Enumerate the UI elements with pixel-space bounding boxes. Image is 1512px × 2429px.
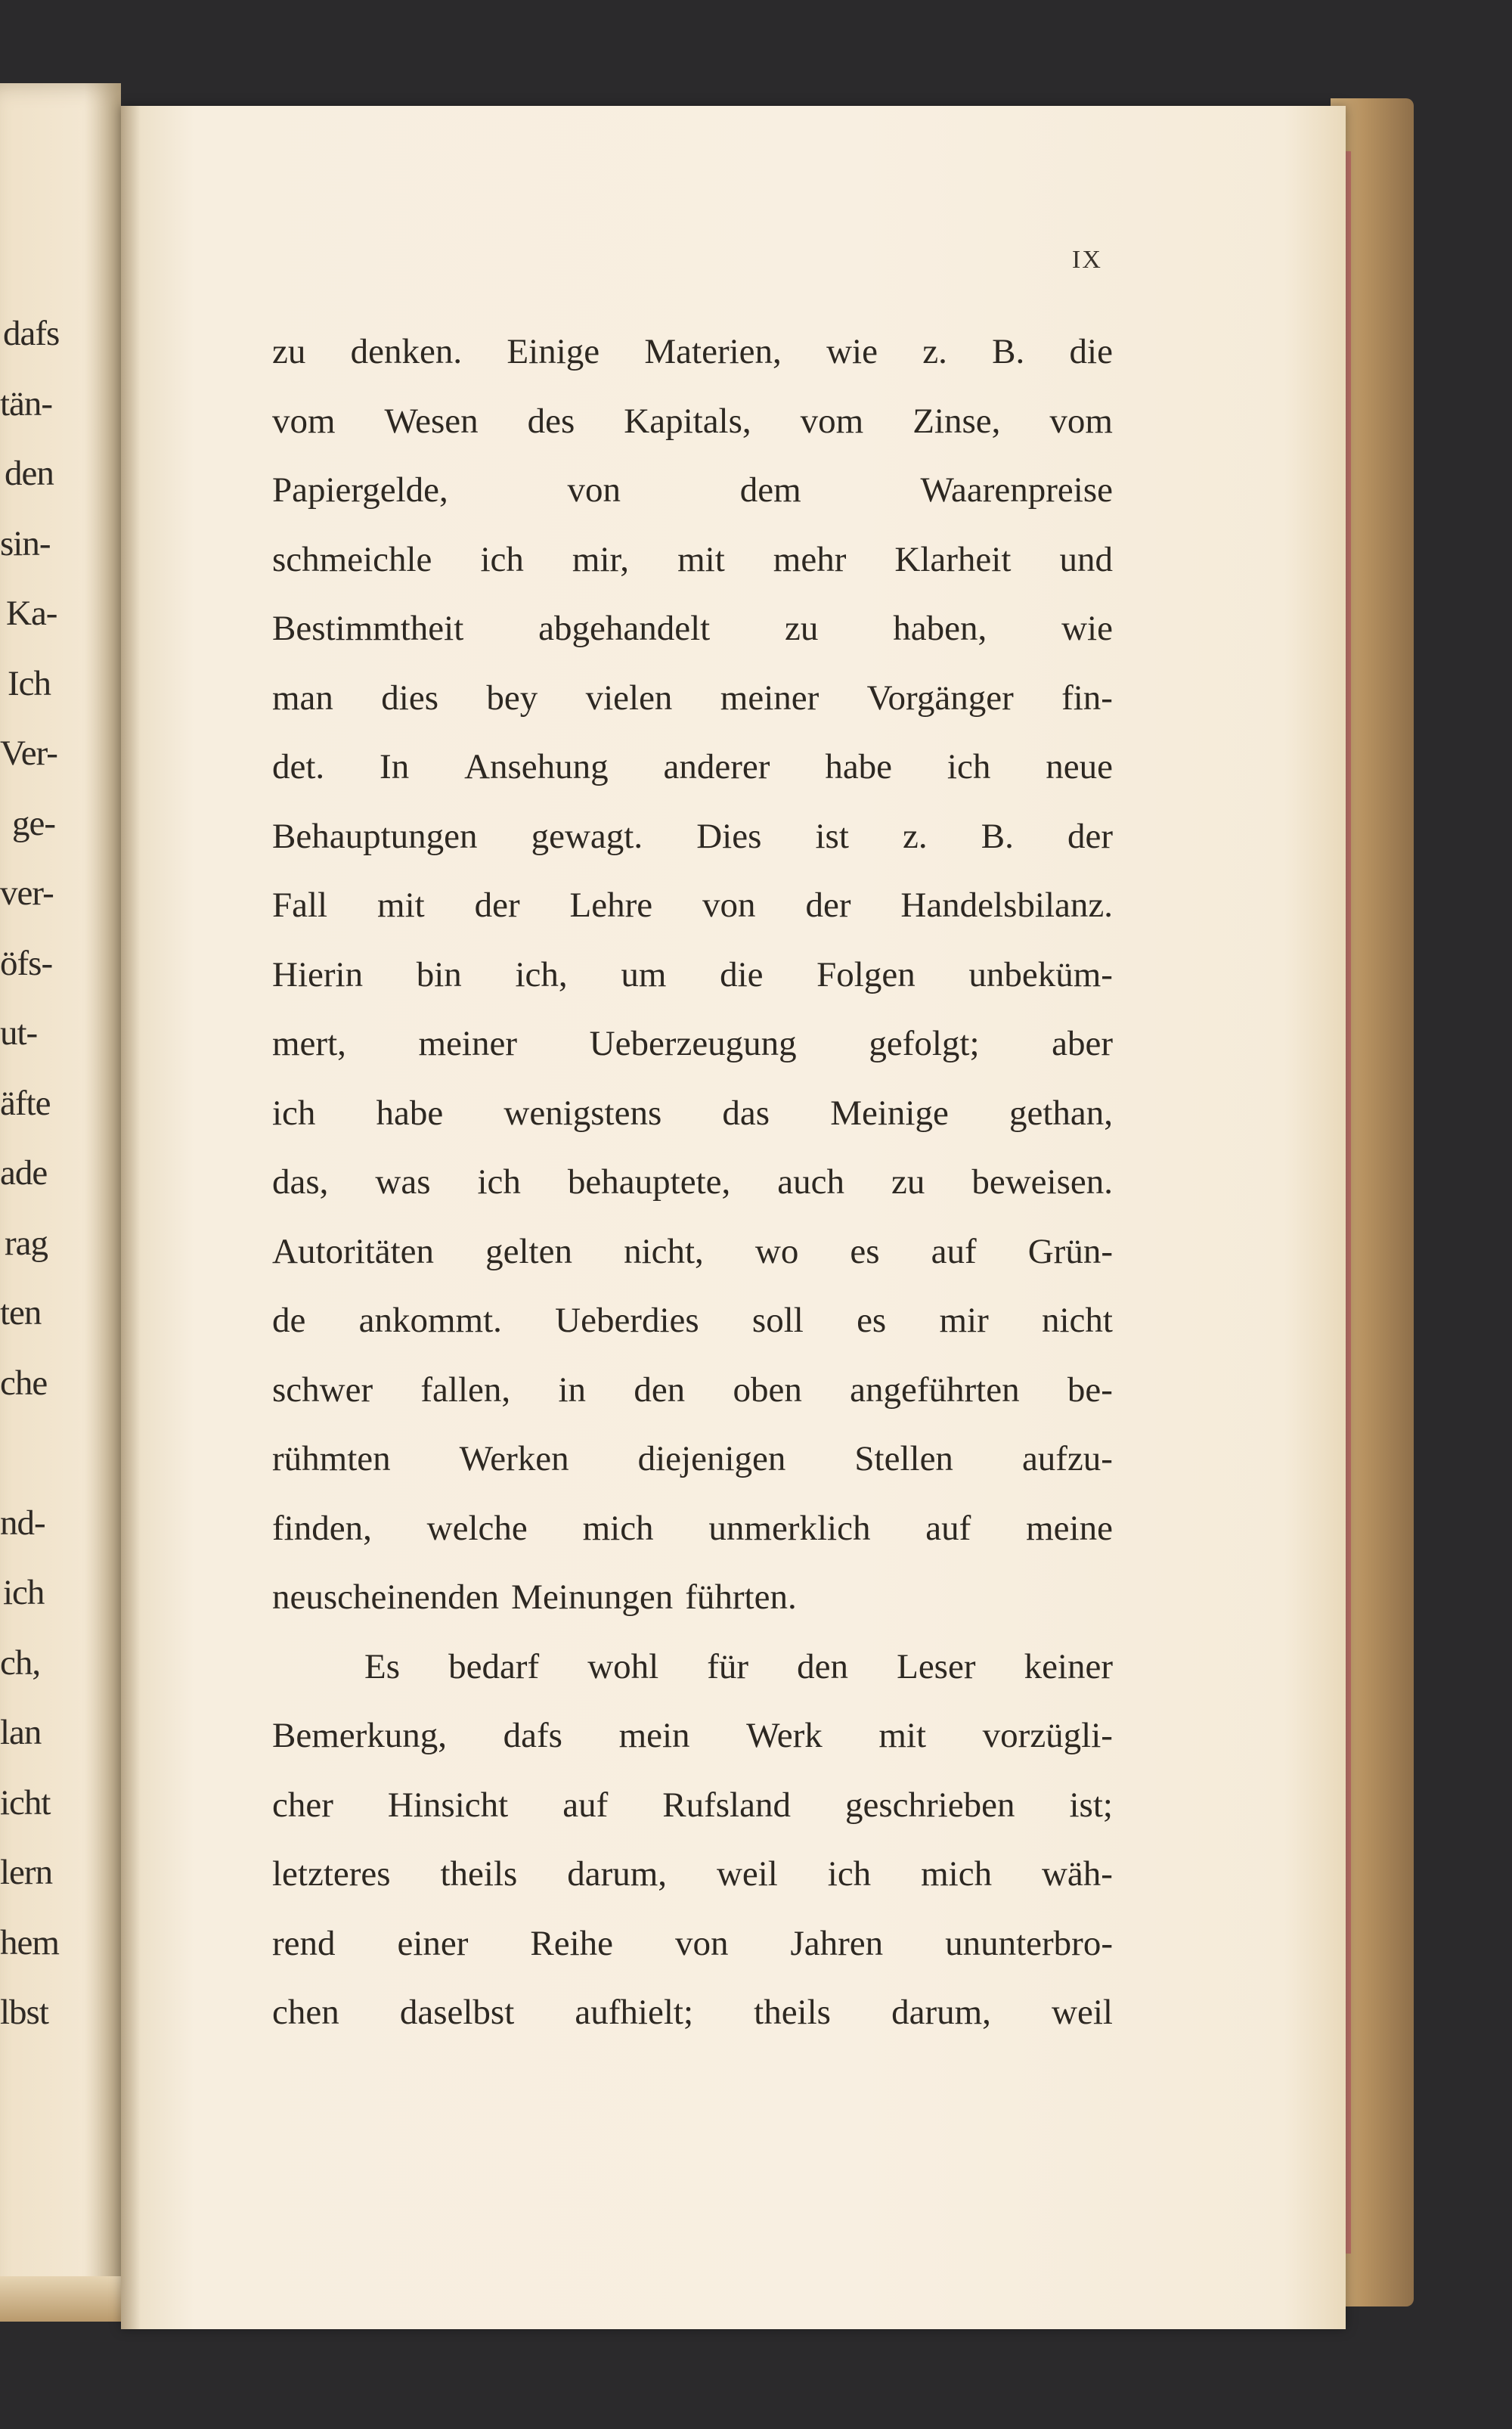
word: welche bbox=[426, 1508, 528, 1548]
text-line bbox=[272, 1771, 1113, 1841]
word: aber bbox=[1052, 1024, 1113, 1063]
text-line bbox=[272, 387, 1113, 457]
word: dafs bbox=[503, 1716, 562, 1755]
word: oben bbox=[733, 1370, 802, 1410]
word: meiner bbox=[418, 1024, 518, 1063]
page-number: IX bbox=[1072, 246, 1102, 274]
word: Klarheit bbox=[894, 539, 1012, 579]
word: mert, bbox=[272, 1024, 346, 1063]
word: keiner bbox=[1024, 1646, 1113, 1686]
word: habe bbox=[825, 747, 893, 786]
word: darum, bbox=[891, 1993, 991, 2032]
word: der bbox=[1067, 816, 1113, 856]
word: be- bbox=[1067, 1370, 1113, 1410]
word: wenigstens bbox=[503, 1093, 662, 1133]
word: es bbox=[857, 1301, 887, 1340]
word: um bbox=[621, 954, 667, 994]
word: denken. bbox=[350, 332, 463, 371]
word: neuscheinenden bbox=[272, 1577, 500, 1617]
word: zu bbox=[785, 609, 819, 648]
text-line bbox=[272, 1633, 1113, 1702]
page-body-text bbox=[272, 318, 1113, 2048]
word: Werk bbox=[746, 1716, 823, 1755]
facing-page-line: hem bbox=[0, 1922, 59, 1962]
word: auf bbox=[925, 1508, 971, 1548]
word: Folgen bbox=[816, 954, 916, 994]
word: Bestimmtheit bbox=[272, 609, 464, 648]
word: theils bbox=[754, 1993, 831, 2032]
facing-page-line: tän- bbox=[0, 383, 53, 423]
word: mehr bbox=[773, 539, 847, 579]
text-line bbox=[272, 1702, 1113, 1771]
word: wo bbox=[754, 1231, 799, 1271]
word: nicht bbox=[1041, 1301, 1113, 1340]
word: und bbox=[1059, 539, 1113, 579]
facing-page-line: ch, bbox=[0, 1643, 41, 1683]
text-line bbox=[272, 871, 1113, 941]
word: soll bbox=[751, 1301, 804, 1340]
text-line bbox=[272, 1978, 1113, 2048]
word: Werken bbox=[459, 1439, 569, 1478]
word: behauptete, bbox=[567, 1162, 731, 1202]
facing-page-line: lan bbox=[0, 1713, 42, 1752]
word: für bbox=[707, 1646, 749, 1686]
word: ich bbox=[827, 1854, 872, 1894]
text-line bbox=[272, 733, 1113, 802]
word: vorzügli- bbox=[982, 1716, 1113, 1755]
text-line bbox=[272, 1840, 1113, 1909]
word: ankommt. bbox=[358, 1301, 502, 1340]
word: mir bbox=[939, 1301, 989, 1340]
word: Meinungen bbox=[511, 1577, 674, 1617]
word: auf bbox=[931, 1231, 977, 1271]
word: die bbox=[720, 954, 764, 994]
text-line bbox=[272, 1148, 1113, 1218]
word: ich bbox=[480, 539, 524, 579]
word: Jahren bbox=[790, 1923, 884, 1963]
word: beweisen. bbox=[971, 1162, 1113, 1202]
word: Wesen bbox=[384, 401, 479, 441]
facing-page-line: lbst bbox=[0, 1993, 48, 2032]
word: finden, bbox=[272, 1508, 372, 1548]
facing-page-line: rag bbox=[5, 1223, 48, 1263]
word: aufzu- bbox=[1021, 1439, 1113, 1478]
word: was bbox=[375, 1162, 431, 1202]
word: ich, bbox=[515, 954, 568, 994]
word: die bbox=[1069, 332, 1113, 371]
facing-page-line: äfte bbox=[0, 1083, 51, 1123]
facing-page-line: lern bbox=[0, 1853, 53, 1892]
word: haben, bbox=[893, 609, 987, 648]
word: Zinse, bbox=[912, 401, 1001, 441]
facing-page-line: den bbox=[5, 454, 54, 493]
word: von bbox=[702, 886, 756, 925]
word: unmerklich bbox=[708, 1508, 871, 1548]
word: Leser bbox=[897, 1646, 976, 1686]
facing-page-line: dafs bbox=[3, 314, 60, 353]
word: mich bbox=[921, 1854, 993, 1894]
word: de bbox=[272, 1301, 306, 1340]
word: gethan, bbox=[1009, 1093, 1113, 1133]
facing-page-line: öfs- bbox=[0, 943, 53, 983]
word: Behauptungen bbox=[272, 816, 478, 856]
word: aufhielt; bbox=[575, 1993, 694, 2032]
word: der bbox=[805, 886, 851, 925]
facing-page-line: che bbox=[0, 1363, 48, 1403]
word: Grün- bbox=[1027, 1231, 1113, 1271]
facing-page-line: Ich bbox=[8, 663, 51, 703]
facing-page-line: Ver- bbox=[0, 734, 57, 773]
word: ununterbro- bbox=[945, 1923, 1113, 1963]
word: einer bbox=[397, 1923, 469, 1963]
word: geschrieben bbox=[845, 1785, 1015, 1825]
facing-page-text bbox=[0, 299, 121, 2048]
word: auch bbox=[777, 1162, 844, 1202]
word: Stellen bbox=[854, 1439, 953, 1478]
word: Fall bbox=[272, 886, 328, 925]
word: den bbox=[634, 1370, 686, 1410]
word: rend bbox=[272, 1923, 336, 1963]
word: ist bbox=[815, 816, 849, 856]
word: ich bbox=[272, 1093, 316, 1133]
facing-page-line: Ka- bbox=[6, 594, 57, 633]
word: Meinige bbox=[830, 1093, 949, 1133]
word: bey bbox=[486, 678, 538, 718]
facing-page-line: ver- bbox=[0, 873, 54, 913]
word: angeführten bbox=[850, 1370, 1020, 1410]
word: mit bbox=[677, 539, 725, 579]
text-line bbox=[272, 594, 1113, 664]
word: Ueberzeugung bbox=[589, 1024, 797, 1063]
word: von bbox=[675, 1923, 729, 1963]
word: mit bbox=[878, 1716, 927, 1755]
word: wohl bbox=[587, 1646, 659, 1686]
word: mit bbox=[377, 886, 425, 925]
word: letzteres bbox=[272, 1854, 391, 1894]
word: den bbox=[797, 1646, 849, 1686]
text-line bbox=[272, 318, 1113, 387]
word: gelten bbox=[485, 1231, 572, 1271]
word: Lehre bbox=[569, 886, 653, 925]
word: mir, bbox=[572, 539, 630, 579]
word: dies bbox=[381, 678, 438, 718]
facing-page-line: nd- bbox=[0, 1503, 45, 1543]
word: wie bbox=[826, 332, 878, 371]
word: Reihe bbox=[530, 1923, 614, 1963]
word: bedarf bbox=[448, 1646, 540, 1686]
word: zu bbox=[272, 332, 306, 371]
word: cher bbox=[272, 1785, 333, 1825]
word: abgehandelt bbox=[538, 609, 711, 648]
word: schwer bbox=[272, 1370, 373, 1410]
word: es bbox=[850, 1231, 880, 1271]
word: dem bbox=[739, 470, 801, 510]
word: Kapitals, bbox=[624, 401, 751, 441]
word: mich bbox=[582, 1508, 654, 1548]
word: weil bbox=[716, 1854, 778, 1894]
text-line bbox=[272, 526, 1113, 595]
word: gewagt. bbox=[531, 816, 643, 856]
word: vom bbox=[1049, 401, 1113, 441]
word: in bbox=[558, 1370, 587, 1410]
word: von bbox=[567, 470, 621, 510]
facing-page-line: ut- bbox=[0, 1013, 38, 1053]
word: vom bbox=[272, 401, 336, 441]
text-line bbox=[272, 1286, 1113, 1356]
word: nicht, bbox=[624, 1231, 704, 1271]
word: mein bbox=[618, 1716, 690, 1755]
word: Einige bbox=[507, 332, 600, 371]
facing-page-line: ich bbox=[3, 1573, 45, 1612]
text-line bbox=[272, 1218, 1113, 1287]
text-line bbox=[272, 941, 1113, 1010]
word: meiner bbox=[720, 678, 820, 718]
word: meine bbox=[1026, 1508, 1113, 1548]
word: gefolgt; bbox=[869, 1024, 980, 1063]
word: vom bbox=[800, 401, 864, 441]
word: man bbox=[272, 678, 333, 718]
word: Ansehung bbox=[464, 747, 609, 786]
word: In bbox=[380, 747, 410, 786]
word: das, bbox=[272, 1162, 329, 1202]
word: des bbox=[527, 401, 575, 441]
word: zu bbox=[891, 1162, 925, 1202]
word: ich bbox=[477, 1162, 521, 1202]
text-line bbox=[272, 802, 1113, 872]
word: B. bbox=[992, 332, 1025, 371]
word: Materien, bbox=[644, 332, 782, 371]
text-line bbox=[272, 1425, 1113, 1494]
word: fin- bbox=[1061, 678, 1113, 718]
word: bin bbox=[416, 954, 462, 994]
word: fallen, bbox=[420, 1370, 511, 1410]
word: z. bbox=[922, 332, 947, 371]
word: schmeichle bbox=[272, 539, 432, 579]
word: Papiergelde, bbox=[272, 470, 448, 510]
word: neue bbox=[1046, 747, 1113, 786]
word: Rufsland bbox=[662, 1785, 791, 1825]
page-gutter bbox=[121, 106, 141, 2329]
word: Hierin bbox=[272, 954, 364, 994]
facing-page-line: sin- bbox=[0, 523, 51, 563]
word: vielen bbox=[585, 678, 673, 718]
facing-page-line: ade bbox=[0, 1153, 48, 1193]
word: Bemerkung, bbox=[272, 1716, 448, 1755]
word: ist; bbox=[1069, 1785, 1113, 1825]
word: Autoritäten bbox=[272, 1231, 435, 1271]
facing-page-line: icht bbox=[0, 1782, 51, 1823]
word: führten. bbox=[685, 1577, 797, 1617]
word: wie bbox=[1061, 609, 1113, 648]
facing-page-bottom-edge bbox=[0, 2276, 121, 2322]
word: weil bbox=[1052, 1993, 1113, 2032]
word: habe bbox=[376, 1093, 444, 1133]
word: Handelsbilanz. bbox=[900, 886, 1113, 925]
word: auf bbox=[562, 1785, 609, 1825]
word: Waarenpreise bbox=[920, 470, 1113, 510]
facing-page-line bbox=[0, 1418, 121, 1488]
word: der bbox=[474, 886, 520, 925]
word: daselbst bbox=[399, 1993, 515, 2032]
word: Ueberdies bbox=[555, 1301, 699, 1340]
word: theils bbox=[440, 1854, 518, 1894]
facing-page-line: ten bbox=[0, 1293, 42, 1332]
word: anderer bbox=[663, 747, 770, 786]
word: Hinsicht bbox=[387, 1785, 509, 1825]
word: darum, bbox=[567, 1854, 668, 1894]
text-line bbox=[272, 1356, 1113, 1425]
word: diejenigen bbox=[637, 1439, 786, 1478]
word: wäh- bbox=[1041, 1854, 1113, 1894]
text-line bbox=[272, 1494, 1113, 1564]
word: Es bbox=[364, 1646, 400, 1686]
text-line bbox=[272, 1563, 1113, 1633]
facing-page-line: ge- bbox=[12, 803, 56, 843]
word: rühmten bbox=[272, 1439, 391, 1478]
word: z. bbox=[903, 816, 928, 856]
text-line bbox=[272, 1010, 1113, 1079]
word: B. bbox=[981, 816, 1014, 856]
word: unbeküm- bbox=[968, 954, 1113, 994]
text-line bbox=[272, 1079, 1113, 1149]
word: Vorgänger bbox=[866, 678, 1014, 718]
word: Dies bbox=[696, 816, 762, 856]
word: det. bbox=[272, 747, 325, 786]
text-line bbox=[272, 664, 1113, 734]
text-line bbox=[272, 456, 1113, 526]
word: das bbox=[722, 1093, 770, 1133]
word: ich bbox=[947, 747, 991, 786]
text-line bbox=[272, 1909, 1113, 1979]
word: chen bbox=[272, 1993, 339, 2032]
